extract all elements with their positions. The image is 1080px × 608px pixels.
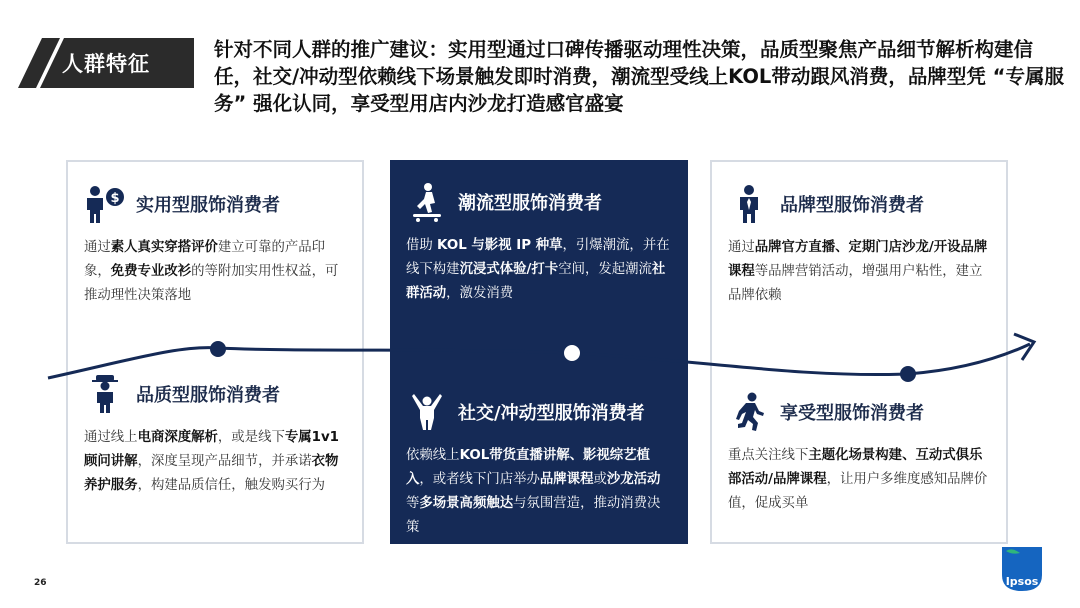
body-text: 空间，发起潮流 xyxy=(558,262,652,277)
highlight-text: KOL带货直播讲解、影视综艺植入 xyxy=(406,448,650,487)
highlight-text: 素人真实穿搭评价 xyxy=(110,240,218,255)
body-text: ，引爆潮流，并在线下构建 xyxy=(406,238,670,277)
highlight-text: KOL 与影视 IP 种草 xyxy=(437,238,563,253)
body-text: ，或是线下 xyxy=(217,430,285,445)
segment-title: 社交/冲动型服饰消费者 xyxy=(458,403,645,424)
segment-title: 品质型服饰消费者 xyxy=(136,385,280,406)
highlight-text: 主题化场景构建、互动式俱乐部活动/品牌课程 xyxy=(728,448,983,487)
highlight-text: 沉浸式体验/打卡 xyxy=(459,262,559,277)
body-text: 与氛围营造，推动消费决策 xyxy=(406,496,661,535)
body-text: 通过 xyxy=(84,240,111,255)
svg-text:$: $ xyxy=(110,191,120,206)
logo-text: Ipsos xyxy=(1005,575,1039,588)
body-text: 借助 xyxy=(406,238,438,253)
body-text: ，或者线下门店举办 xyxy=(419,472,540,487)
body-text: 等品牌营销活动，增强用户粘性，建立品牌依赖 xyxy=(728,264,983,303)
marker-dot xyxy=(210,341,226,357)
highlight-text: 品牌课程 xyxy=(539,472,594,487)
body-text: 建立可靠的产品印象， xyxy=(84,240,326,279)
segment-title: 享受型服饰消费者 xyxy=(780,403,924,424)
highlight-text: 多场景高频触达 xyxy=(419,496,514,511)
wave-line xyxy=(48,344,1030,378)
highlight-text: 免费专业改衫 xyxy=(110,264,192,279)
marker-dot xyxy=(900,366,916,382)
body-text: 依赖线上 xyxy=(406,448,460,463)
body-text: ，激发消费 xyxy=(446,286,514,301)
body-text: ，让用户多维度感知品牌价值，促成买单 xyxy=(728,472,988,511)
highlight-text: 社群活动 xyxy=(406,262,666,301)
body-text: 的等附加实用性权益，可推动理性决策落地 xyxy=(84,264,339,303)
body-text: ，深度呈现产品细节，并承诺 xyxy=(137,454,312,469)
headline: 针对不同人群的推广建议：实用型通过口碑传播驱动理性决策，品质型聚焦产品细节解析构建信任，社交/冲动型依赖线下场景触发即时消费，潮流型受线上KOL带动跟风消费，品牌型凭 “专属服务” 强化认同，享受型用店内沙龙打造感官盛宴 xyxy=(214,38,1064,115)
body-text: 重点关注线下 xyxy=(728,448,809,463)
tag-label: 人群特征 xyxy=(62,52,150,76)
highlight-text: 沙龙活动 xyxy=(606,472,661,487)
body-text: 通过 xyxy=(728,240,755,255)
segment-title: 品牌型服饰消费者 xyxy=(780,195,924,216)
body-text: 等 xyxy=(406,496,420,511)
page-number: 26 xyxy=(34,578,47,588)
body-text: 通过线上 xyxy=(84,430,138,445)
highlight-text: 品牌官方直播、定期门店沙龙/开设品牌课程 xyxy=(728,240,988,279)
highlight-text: 电商深度解析 xyxy=(137,430,218,445)
marker-dot xyxy=(563,344,581,362)
highlight-text: 衣物养护服务 xyxy=(84,454,339,493)
body-text: ，构建品质信任，触发购买行为 xyxy=(137,478,326,493)
highlight-text: 专属1v1顾问讲解 xyxy=(84,430,340,469)
segment-title: 潮流型服饰消费者 xyxy=(458,193,602,214)
segment-title: 实用型服饰消费者 xyxy=(136,195,280,216)
body-text: 或 xyxy=(593,472,607,487)
